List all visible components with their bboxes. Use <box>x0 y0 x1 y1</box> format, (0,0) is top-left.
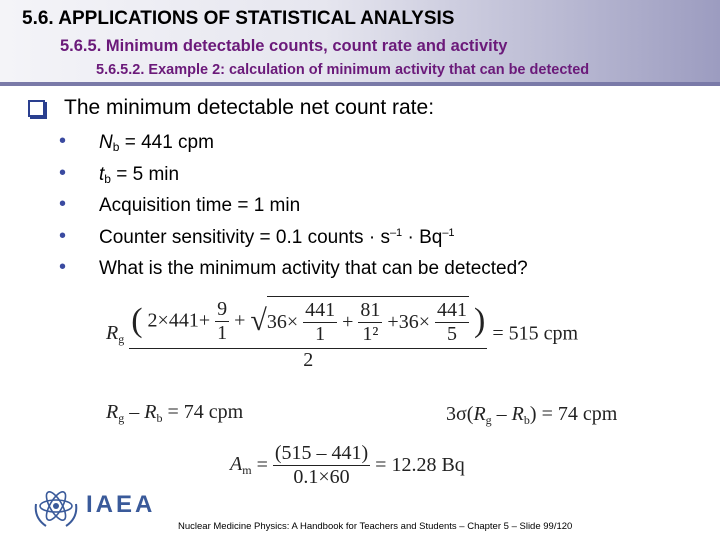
eq-result: = 74 cpm <box>167 401 244 423</box>
eq-result: = 74 cpm <box>541 403 618 425</box>
eq-term: +36× <box>387 311 430 333</box>
iaea-emblem-icon <box>28 484 84 537</box>
value-text: = 5 min <box>110 163 180 185</box>
superscript: –1 <box>389 226 403 239</box>
eq-term: 441 <box>305 299 336 321</box>
bullet-icon: • <box>59 193 67 215</box>
equation-sigma <box>446 403 617 428</box>
eq-symbol: R <box>473 403 486 425</box>
eq-term: (515 – 441) <box>274 442 369 464</box>
lead-text: The minimum detectable net count rate: <box>64 96 435 119</box>
symbol: t <box>99 163 105 185</box>
eq-term: 9 <box>217 297 228 320</box>
value-text: What is the minimum activity that can be detected? <box>99 258 528 279</box>
bullet-icon: • <box>59 224 67 247</box>
eq-term: 5 <box>435 322 469 346</box>
eq-term: 0.1×60 <box>273 465 370 489</box>
eq-subscript: g <box>118 411 125 425</box>
eq-symbol: R <box>106 401 119 423</box>
eq-term: – <box>491 403 512 425</box>
eq-term: 2 <box>129 348 487 372</box>
eq-subscript: g <box>118 331 125 346</box>
eq-term: 3σ( <box>446 403 474 425</box>
checkbox-bullet-icon <box>28 100 45 117</box>
slide-title: 5.6. APPLICATIONS OF STATISTICAL ANALYSIS <box>22 8 455 29</box>
superscript: –1 <box>442 226 455 239</box>
eq-subscript: b <box>523 413 530 427</box>
activity-fraction <box>273 442 370 489</box>
value-text: = 441 cpm <box>119 132 214 153</box>
eq-term: = <box>256 454 268 476</box>
slide-header <box>0 0 720 86</box>
value-text: Counter sensitivity = 0.1 counts · s <box>99 226 390 248</box>
eq-symbol: R <box>144 401 157 423</box>
header-divider <box>0 82 720 86</box>
eq-term: 441 <box>436 299 467 321</box>
equation-net-rate <box>106 401 243 426</box>
eq-term: ) <box>529 403 537 425</box>
equation-activity <box>230 442 465 489</box>
eq-result: = 12.28 Bq <box>375 454 465 476</box>
eq-result: = 515 cpm <box>492 322 579 345</box>
eq-symbol: A <box>230 453 243 475</box>
value-text: Acquisition time = 1 min <box>99 195 301 216</box>
eq-subscript: g <box>485 413 492 427</box>
eq-symbol: R <box>511 403 524 425</box>
bullet-icon: • <box>59 161 67 184</box>
eq-subscript: b <box>156 411 163 425</box>
footer-caption: Nuclear Medicine Physics: A Handbook for Teachers and Students – Chapter 5 – Slide 99/120 <box>178 521 573 532</box>
eq-term: 81 <box>360 299 381 321</box>
equation-rg <box>106 296 578 372</box>
subsection-title: 5.6.5.2. Example 2: calculation of minimum activity that can be detected <box>96 62 590 78</box>
rg-main-fraction: ( 2×441+ $\frac{9}{1}$ + √36× $\frac{441}{1}$ + $\frac{81}{\text{1²}}$ +36× $\frac{441}{5}$ ) 2 <box>131 297 486 371</box>
subscript: b <box>104 171 111 186</box>
section-title: 5.6.5. Minimum detectable counts, count rate and activity <box>60 37 508 55</box>
eq-symbol: R <box>106 321 119 344</box>
bullet-icon: • <box>59 130 67 152</box>
bullet-icon: • <box>59 256 67 278</box>
eq-term: + <box>342 311 354 333</box>
iaea-logo-text: IAEA <box>86 491 156 518</box>
eq-term: 36× <box>266 311 299 333</box>
eq-term: 1² <box>358 322 382 346</box>
symbol: N <box>99 132 113 153</box>
eq-term: 1 <box>217 321 228 344</box>
eq-term: – <box>124 401 145 423</box>
value-text: · Bq <box>402 226 443 248</box>
eq-subscript: m <box>242 463 252 477</box>
eq-term: 1 <box>303 322 337 346</box>
subscript: b <box>112 140 120 154</box>
eq-term: + <box>234 309 246 332</box>
eq-term: 2×441+ <box>147 309 211 332</box>
